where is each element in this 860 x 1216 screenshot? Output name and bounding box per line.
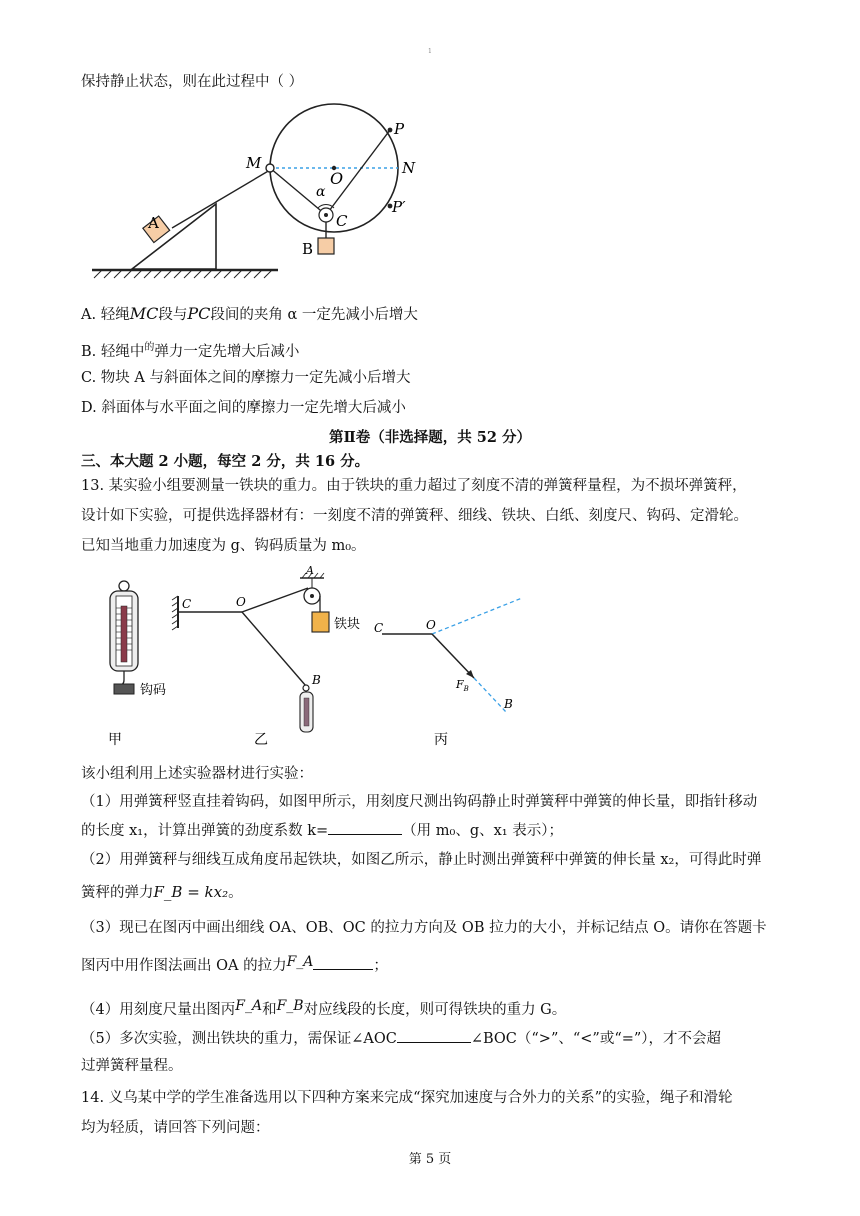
- q14-line2: 均为轻质，请回答下列问题：: [81, 1120, 270, 1136]
- yi-label-O: O: [236, 595, 246, 609]
- option-A-mid: 段与: [158, 307, 188, 323]
- q13-s1-b-pre: 的长度 x₁，计算出弹簧的劲度系数 k=: [81, 823, 329, 839]
- label-alpha: α: [316, 184, 326, 200]
- jia-hook-weight-label: 钩码: [140, 683, 167, 698]
- q13-s3-sym: F_A: [286, 954, 314, 970]
- option-B-prefix: B. 轻绳中: [81, 343, 145, 360]
- q13-s3-b-pre: 图丙中用作图法画出 OA 的拉力: [81, 958, 287, 974]
- q13-s2-a: （2）用弹簧秤与细线互成角度吊起铁块，如图乙所示，静止时测出弹簧秤中弹簧的伸长量 x₂，可得此时弹: [81, 852, 762, 868]
- option-B-suffix: 弹力一定先增大后减小: [154, 343, 300, 360]
- q13-s4-pre: （4）用刻度尺量出图丙: [81, 1002, 236, 1018]
- label-N: N: [402, 159, 416, 177]
- label-C: C: [336, 212, 348, 230]
- figure-circle-incline: [80, 98, 440, 288]
- q13-s1-b: [81, 820, 563, 841]
- bing-label-C: C: [374, 621, 384, 635]
- yi-caption: 乙: [254, 732, 268, 748]
- q13-s3-b: [81, 952, 388, 976]
- option-A-prefix: A. 轻绳: [81, 307, 130, 323]
- q13-s5-post: ∠BOC（“>”、“<”或“=”），才不会超: [470, 1031, 722, 1047]
- part3-title: 三、本大题 2 小题，每空 2 分，共 16 分。: [81, 453, 370, 470]
- q13-s1-b-post: （用 m₀、g、x₁ 表示）；: [402, 823, 563, 839]
- label-M: M: [246, 154, 262, 172]
- option-A-sym2: PC: [187, 304, 211, 323]
- option-C: C. 物块 A 与斜面体之间的摩擦力一定先减小后增大: [81, 370, 411, 386]
- jia-caption: 甲: [108, 732, 122, 748]
- q13-s4: [81, 996, 566, 1020]
- option-B-small: 的: [144, 342, 155, 353]
- q13-s4-post: 对应线段的长度，则可得铁块的重力 G。: [303, 1002, 567, 1018]
- section-title: 第Ⅱ卷（非选择题，共 52 分）: [329, 429, 531, 446]
- q13-s3-b-post: ；: [373, 958, 388, 974]
- q13-line1: 13. 某实验小组要测量一铁块的重力。由于铁块的重力超过了刻度不清的弹簧秤量程，为不损坏弹簧秤，: [81, 478, 747, 494]
- bing-label-B: B: [504, 697, 513, 711]
- bing-label-FB: [455, 678, 469, 693]
- answer-blank-2[interactable]: [313, 955, 373, 970]
- yi-label-B: B: [312, 673, 321, 687]
- answer-blank-1[interactable]: [328, 820, 402, 835]
- label-B: B: [302, 240, 314, 258]
- option-A-sym1: MC: [129, 304, 159, 323]
- q13-s2-b-pre: 簧秤的弹力: [81, 885, 154, 901]
- bing-FB-sub: B: [463, 685, 469, 693]
- q13-s3-a: （3）现已在图丙中画出细线 OA、OB、OC 的拉力方向及 OB 拉力的大小，并标记结点 O。请你在答题卡: [81, 920, 767, 936]
- q13-s4-mid: 和: [262, 1002, 277, 1018]
- option-A-suffix: 段间的夹角 α 一定先减小后增大: [210, 307, 418, 323]
- option-B: [81, 338, 299, 362]
- option-A: [81, 304, 418, 325]
- yi-label-C: C: [182, 597, 192, 611]
- q13-line3: 已知当地重力加速度为 g、钩码质量为 m₀。: [81, 538, 366, 554]
- label-A: A: [148, 214, 159, 232]
- q13-s5: [81, 1028, 721, 1049]
- bing-label-O: O: [426, 618, 436, 632]
- intro-line: 保持静止状态，则在此过程中（ ）: [81, 74, 304, 90]
- q13-s4-sym2: F_B: [276, 998, 304, 1014]
- q13-line2: 设计如下实验，可提供选择器材有：一刻度不清的弹簧秤、细线、铁块、白纸、刻度尺、钩码、定滑轮。: [81, 508, 748, 524]
- q13-s2-b-post: 。: [228, 885, 243, 901]
- q13-intro: 该小组利用上述实验器材进行实验：: [81, 766, 313, 782]
- label-P: P: [394, 120, 405, 138]
- label-O: O: [330, 169, 344, 188]
- page-footer: 第 5 页: [408, 1152, 452, 1167]
- q13-s5-pre: （5）多次实验，测出铁块的重力，需保证∠AOC: [81, 1031, 397, 1047]
- bing-caption: 丙: [434, 732, 448, 748]
- bing-FB-main: F: [456, 678, 464, 691]
- q13-s1-a: （1）用弹簧秤竖直挂着钩码，如图甲所示，用刻度尺测出钩码静止时弹簧秤中弹簧的伸长量，即指针移动: [81, 794, 758, 810]
- answer-blank-3[interactable]: [397, 1028, 471, 1043]
- yi-iron-label: 铁块: [334, 617, 361, 632]
- header-mark: 1: [428, 48, 432, 55]
- q13-s2-formula: F_B = kx₂: [153, 883, 229, 901]
- q13-s5-b: 过弹簧秤量程。: [81, 1058, 183, 1074]
- q13-s4-sym1: F_A: [235, 998, 263, 1014]
- q14-line1: 14. 义乌某中学的学生准备选用以下四种方案来完成“探究加速度与合外力的关系”的实验，绳子和滑轮: [81, 1090, 733, 1106]
- option-D: D. 斜面体与水平面之间的摩擦力一定先增大后减小: [81, 400, 406, 416]
- q13-s2-b: [81, 882, 243, 903]
- label-P-prime: P′: [392, 198, 406, 216]
- yi-label-A: A: [306, 566, 314, 577]
- figure-jia-yi-bing: [96, 566, 546, 752]
